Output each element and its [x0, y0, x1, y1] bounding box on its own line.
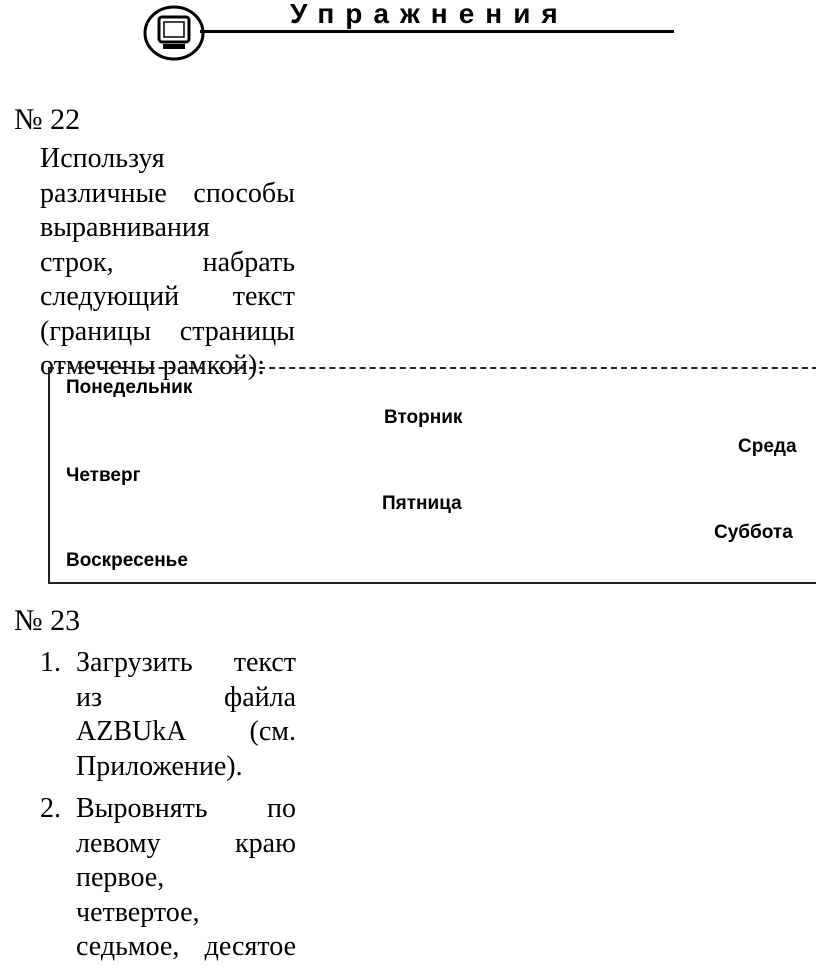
frame-bottom-border: [48, 582, 816, 584]
monitor-icon: [142, 4, 206, 62]
day-center: Вторник: [384, 407, 463, 428]
frame-top-border: [48, 367, 816, 369]
day-left: Четверг: [66, 465, 141, 486]
text-line: Выровнять по: [76, 793, 296, 824]
header-rule: [200, 30, 674, 33]
text-line: AZBUkA (см.: [76, 716, 296, 747]
text-line: из файла: [76, 681, 296, 713]
day-left: Понедельник: [66, 377, 193, 398]
list-item: [40, 646, 296, 784]
text-line: Приложение).: [76, 750, 243, 782]
frame-left-border: [48, 367, 50, 583]
day-right: Суббота: [714, 522, 793, 543]
text-line: Загрузить текст: [76, 647, 296, 678]
exercise-23-number: № 23: [14, 604, 81, 637]
exercise-22-number: № 22: [14, 103, 81, 136]
exercise-23-list: [40, 646, 296, 973]
text-line: седьмое, десятое: [76, 931, 296, 962]
day-center: Пятница: [382, 493, 462, 514]
text-line: различные способы: [40, 177, 295, 209]
page-border-frame: [48, 367, 816, 584]
text-line: строк, набрать: [40, 246, 295, 278]
text-line: Используя: [40, 143, 165, 174]
text-line: выравнивания: [40, 212, 210, 243]
text-line: левому краю: [76, 827, 296, 859]
day-left: Воскресенье: [66, 550, 188, 571]
section-title: Упражнения: [290, 0, 569, 29]
list-item-number: 2.: [40, 793, 61, 824]
text-line: следующий текст: [40, 281, 295, 312]
day-right: Среда: [738, 436, 797, 457]
list-item: [40, 792, 296, 965]
exercise-22-text: [40, 142, 295, 384]
text-line: четвертое,: [76, 896, 200, 928]
text-line: отмечены рамкой):: [40, 350, 266, 381]
text-line: (границы страницы: [40, 315, 295, 347]
list-item-number: 1.: [40, 647, 61, 678]
text-line: первое,: [76, 862, 165, 893]
